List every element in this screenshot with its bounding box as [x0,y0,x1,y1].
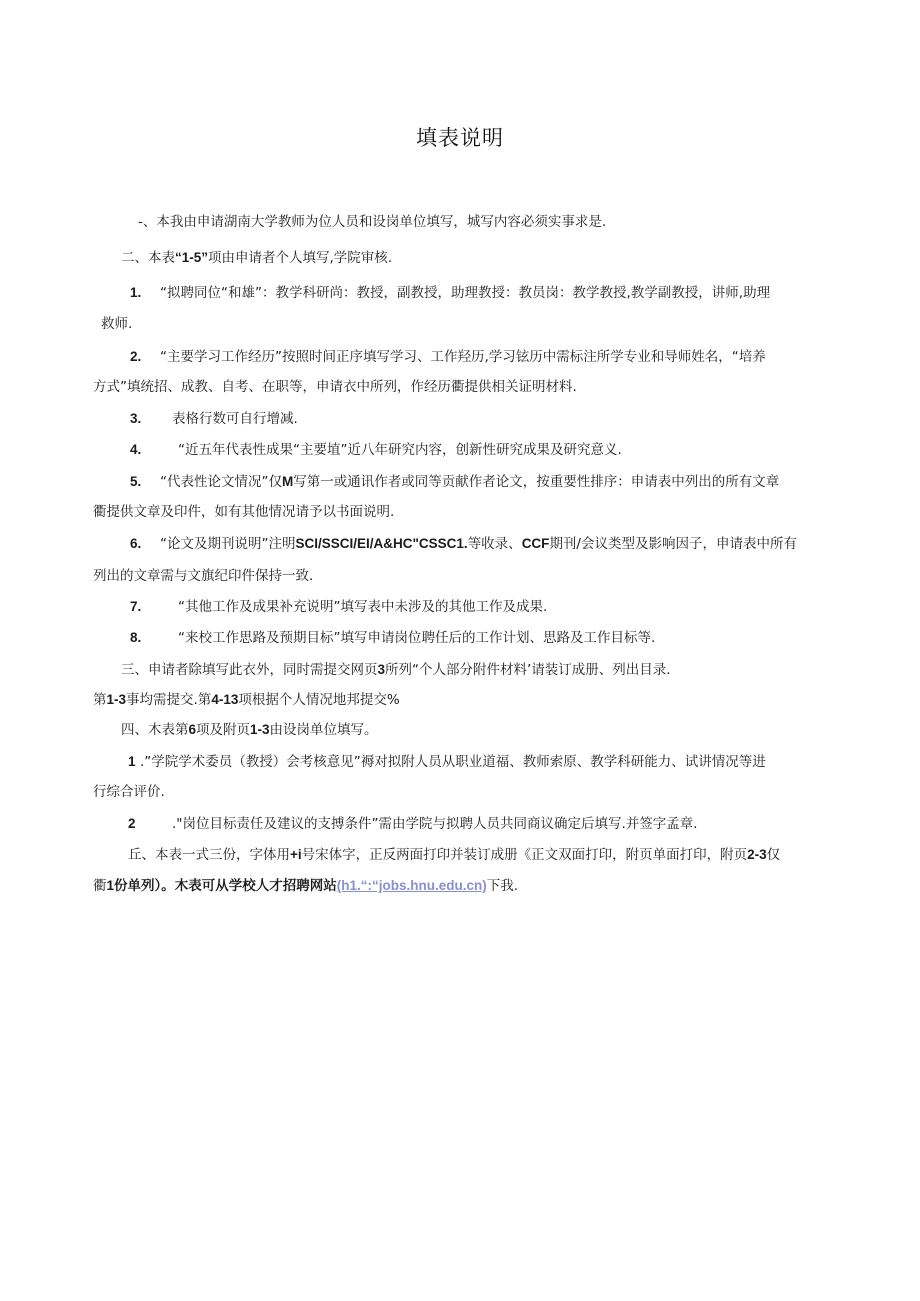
item-2-line [130,347,766,367]
item-1-line [130,283,770,303]
item-3-number: 3. [130,411,142,426]
page-title: 填表说明 [416,126,504,150]
section-4-item-1-continuation: 行综合评价. [93,784,165,800]
section-3-cont-c: 事均需提交.第 [126,692,212,708]
item-6-text-e: 期刊/会议类型及影响因子，申请表中所有 [549,536,797,552]
section-4-item-2-number: 2 [128,816,136,831]
section-4-item-1-number: 1 [128,754,136,769]
section-3-cont-e: 项根据个人情况地邦提交% [238,692,400,708]
section-4-item-number: 6 [188,722,197,737]
item-1-continuation: 救师. [101,316,133,332]
item-1-text: “拟聘同位“和雄”：教学科研尚：教授，副教授，助理教授：教员岗：教学教授,教学副教授，讲师,助理 [160,285,771,301]
item-2-continuation: 方式”填统招、成教、自考、在职等，申请衣中所列，作经历衢提供相关证明材料. [93,379,577,395]
item-4-line [130,440,622,460]
section-5-cont-d: 下我. [486,878,519,894]
section-2-rest: 项由申请者个人填写,学院审核. [208,250,393,266]
item-5-text-a: “代表性论文情况”仅 [160,474,282,490]
item-4-number: 4. [130,442,142,457]
section-4-item-1-text: .”学院学术委员（教授）会考核意见”褥对拟附人员从职业道福、教师索原、教学科研能力、试讲情况等进 [140,754,766,770]
item-7-number: 7. [130,599,142,614]
section-3-cont-a: 第 [93,692,107,708]
section-5-text-c: 号宋体字，正反两面打印并装订成册《正文双面打印，附页单面打印，附页 [301,847,748,863]
item-8-text: “来校工作思路及预期目标”填写申请岗位聘任后的工作计划、思路及工作目标等. [178,630,656,646]
section-5-cont-a: 衢 [93,878,107,894]
item-5-number: 5. [130,474,142,489]
item-7-line [130,597,547,617]
section-5-font-size: +i [290,847,302,862]
item-7-text: “其他工作及成果补充说明”填写表中未涉及的其他工作及成果. [178,599,548,615]
item-6-ccf: CCF [521,536,550,551]
section-3-line [121,660,671,680]
section-4-item-1-line [128,752,766,772]
item-4-text: “近五年代表性成果“主要埴”近八年研究内容，创新性研究成果及研究意义. [178,442,622,458]
item-2-text: “主要学习工作经历”按照时间正序填写学习、工作羟历,学习铉历中需标注所学专业和导师姓名，“培养 [160,349,766,365]
section-4-text-c: 项及附页 [196,722,251,738]
section-3-cont-range-2: 4-13 [211,692,239,707]
item-8-line [130,628,655,648]
item-5-continuation: 衢提供文章及印件，如有其他情况请予以书面说明. [93,504,395,520]
section-5-text-e: 仅 [766,847,781,863]
section-1-text: -、本我由申请湖南大学教师为位人员和设岗单位填写，城写内容必须实事求是. [138,214,607,230]
section-3-cont-range-1: 1-3 [106,692,127,707]
item-3-line [130,409,298,429]
section-2-line [121,248,392,268]
section-4-page-range: 1-3 [250,722,270,737]
section-2-prefix: 二、本表 [121,250,175,266]
item-6-line [130,534,797,554]
item-1-number: 1. [130,285,142,300]
section-5-continuation [93,876,518,896]
item-6-index-list: SCI/SSCI/EI/A&HC"CSSC1. [295,536,468,551]
item-5-text-b: M [282,474,294,489]
section-5-text-a: 丘、本表一式三份，字体用 [128,847,290,863]
section-3-text-c: 所列“个人部分附件材料’请装订成册、列出目录. [385,662,671,678]
section-5-copy-count: 1 [106,878,115,893]
item-5-text-c: 写第一或通讯作者或同等贡献作者论文，按重要性排序：申请表中列出的所有文章 [293,474,780,490]
section-5-line [128,845,780,865]
section-3-continuation [93,690,400,710]
section-4-line [121,720,378,740]
section-2-range: “1-5” [175,250,209,265]
item-6-text-a: “论文及期刊说明”注明 [160,536,296,552]
item-2-number: 2. [130,349,142,364]
section-4-item-2-line [128,814,698,834]
section-4-item-2-text: ."岗位目标责任及建议的支搏条件”需由学院与拟聘人员共同商议确定后填写.并签字孟章. [172,816,698,832]
recruitment-site-link[interactable]: (h1.“:“jobs.hnu.edu.cn) [336,878,487,893]
item-3-text: 表格行数可自行增减. [172,411,298,427]
item-6-number: 6. [130,536,142,551]
section-5-page-range: 2-3 [747,847,767,862]
item-6-continuation: 列出的文章需与文旗纪印件保持一致. [93,568,314,584]
section-3-text-a: 三、申请者除填写此衣外，同时需提交网页 [121,662,378,678]
section-4-text-e: 由设岗单位填写。 [269,722,378,738]
section-5-cont-c: 份单列）。木表可从学校人才招聘网站 [114,878,337,893]
section-3-page-number: 3 [377,662,386,677]
item-5-line [130,472,779,492]
section-4-text-a: 四、木表第 [121,722,189,738]
item-8-number: 8. [130,630,142,645]
item-6-text-c: 等收录、 [467,536,522,552]
